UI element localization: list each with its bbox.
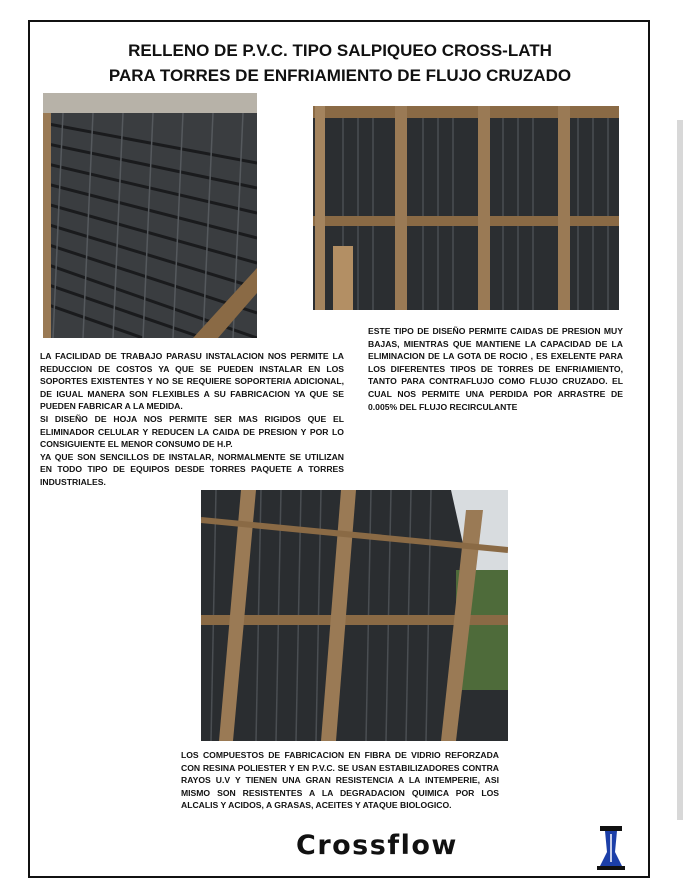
left-paragraph-1: LA FACILIDAD DE TRABAJO PARASU INSTALACION NOS PERMITE LA REDUCCION DE COSTOS YA QUE SE PUEDEN INSTALAR EN LOS SOPORTES EXISTENTES Y NO SE REQUIERE SOPORTERIA ADICIONAL, DE IGUAL MANERA SON FLEXIBLES A SU FABRICACION YA QUE SE PUEDEN FABRICAR A LA MEDIDA.: [40, 351, 344, 412]
left-paragraph-2: SI DISEÑO DE HOJA NOS PERMITE SER MAS RIGIDOS QUE EL ELIMINADOR CELULAR Y REDUCEN LA CAIDA DE PRESION Y POR LO CONSIGUIENTE EL MENOR CONSUMO DE H.P.: [40, 413, 344, 450]
bottom-paragraph-1: LOS COMPUESTOS DE FABRICACION EN FIBRA DE VIDRIO REFORZADA CON RESINA POLIESTER Y EN P.V.C. SE USAN ESTABILIZADORES CONTRA RAYOS U.V Y TIENEN UNA GRAN RESISTENCIA A LA INTEMPERIE, ASI MISMO SON RESISTENTES A LA DEGRADACION QUIMICA POR LOS ALCALIS Y ACIDOS, A GRASAS, ACEITES Y ATAQUE BIOLOGICO.: [181, 750, 499, 811]
photo-tower-interior: [313, 106, 619, 310]
photo-fill-structure: [201, 490, 508, 741]
photo-fill-closeup: [43, 93, 257, 338]
crossflow-logo: [296, 826, 636, 870]
scan-edge: [677, 120, 683, 820]
bottom-text-block: [181, 749, 499, 812]
cooling-tower-icon: [596, 826, 626, 870]
logo-text: Crossflow: [296, 830, 458, 861]
right-text-block: [368, 325, 623, 413]
left-paragraph-3: YA QUE SON SENCILLOS DE INSTALAR, NORMALMENTE SE UTILIZAN EN TODO TIPO DE EQUIPOS DESDE TORRES PAQUETE A TORRES INDUSTRIALES.: [40, 451, 344, 487]
right-paragraph-1: ESTE TIPO DE DISEÑO PERMITE CAIDAS DE PRESION MUY BAJAS, MIENTRAS QUE MANTIENE LA CAPACIDAD DE LA ELIMINACION DE LA GOTA DE ROCIO , ES EXELENTE PARA LOS DIFERENTES TIPOS DE TORRES DE ENFRIAMIENTO, TANTO PARA CONTRAFLUJO COMO FLUJO CRUZADO. EL CUAL NOS PERMITE UNA PERDIDA POR ARRASTRE DE 0.005% DEL FLUJO RECIRCULANTE: [368, 326, 623, 412]
title-line-2: PARA TORRES DE ENFRIAMIENTO DE FLUJO CRUZADO: [108, 66, 572, 85]
left-text-block: [40, 350, 344, 489]
page-title: [40, 38, 640, 88]
title-line-1: RELLENO DE P.V.C. TIPO SALPIQUEO CROSS-LATH: [128, 41, 552, 60]
